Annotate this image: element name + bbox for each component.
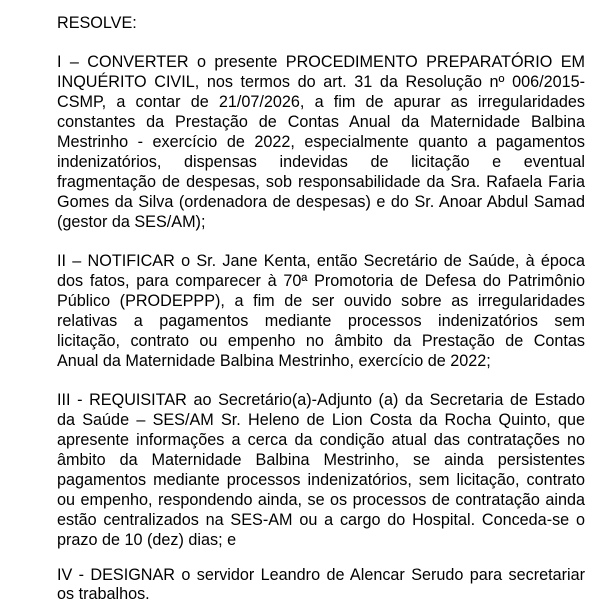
- document-heading: RESOLVE:: [57, 14, 137, 32]
- paragraph-4-line: os trabalhos.: [57, 585, 150, 603]
- paragraph-3-line: pagamentos mediante processos indenizatórios, sem licitação, contrato: [57, 471, 585, 489]
- paragraph-2-line: Anual da Maternidade Balbina Mestrinho, exercício de 2022;: [57, 352, 491, 370]
- paragraph-1-line: constantes da Prestação de Contas Anual da Maternidade Balbina: [57, 113, 585, 131]
- paragraph-1-line: fragmentação de despesas, sob responsabilidade da Sra. Rafaela Faria: [57, 173, 585, 191]
- paragraph-3-line: estão centralizados na SES-AM ou a cargo do Hospital. Conceda-se o: [57, 511, 585, 529]
- paragraph-3-line: da Saúde – SES/AM Sr. Heleno de Lion Costa da Rocha Quinto, que: [57, 411, 585, 429]
- paragraph-2-line: licitação, contrato ou empenho no âmbito da Prestação de Contas: [57, 332, 585, 350]
- paragraph-1-line: (gestor da SES/AM);: [57, 213, 206, 231]
- paragraph-2-line: relativas a pagamentos mediante processos indenizatórios sem: [57, 312, 585, 330]
- paragraph-3-line: prazo de 10 (dez) dias; e: [57, 531, 237, 549]
- paragraph-1-line: Mestrinho - exercício de 2022, especialmente quanto a pagamentos: [57, 133, 585, 151]
- paragraph-2-line: dos fatos, para comparecer à 70ª Promotoria de Defesa do Patrimônio: [57, 272, 585, 290]
- paragraph-1-line: CSMP, a contar de 21/07/2026, a fim de apurar as irregularidades: [57, 93, 585, 111]
- paragraph-1-line: Gomes da Silva (ordenadora de despesas) e do Sr. Anoar Abdul Samad: [57, 193, 585, 211]
- paragraph-3-line: âmbito da Maternidade Balbina Mestrinho, se ainda persistentes: [57, 451, 585, 469]
- paragraph-1-line: INQUÉRITO CIVIL, nos termos do art. 31 da Resolução nº 006/2015-: [57, 73, 585, 91]
- paragraph-2-line: II – NOTIFICAR o Sr. Jane Kenta, então Secretário de Saúde, à época: [57, 252, 585, 270]
- paragraph-4-line: IV - DESIGNAR o servidor Leandro de Alencar Serudo para secretariar: [57, 566, 585, 584]
- paragraph-3-line: ou empenho, respondendo ainda, se os processos de contratação ainda: [57, 491, 585, 509]
- paragraph-1-line: indenizatórios, dispensas indevidas de licitação e eventual: [57, 153, 585, 171]
- paragraph-2-line: Público (PRODEPPP), a fim de ser ouvido sobre as irregularidades: [57, 292, 585, 310]
- paragraph-1-line: I – CONVERTER o presente PROCEDIMENTO PREPARATÓRIO EM: [57, 53, 585, 71]
- paragraph-3-line: apresente informações a cerca da condição atual das contratações no: [57, 431, 585, 449]
- paragraph-3-line: III - REQUISITAR ao Secretário(a)-Adjunto (a) da Secretaria de Estado: [57, 391, 585, 409]
